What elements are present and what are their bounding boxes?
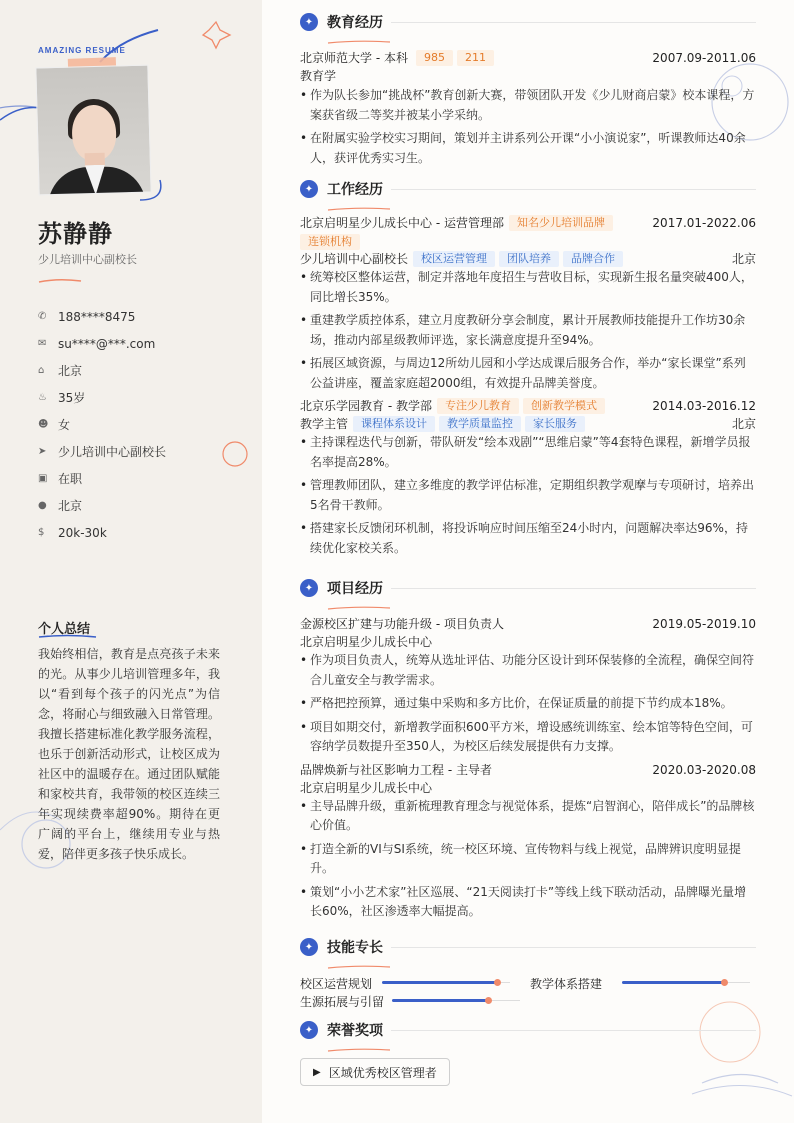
- contact-row: [38, 384, 166, 411]
- job-city: 北京: [731, 417, 756, 431]
- education-title: 教育经历: [327, 15, 383, 31]
- company-tag: 连锁机构: [300, 234, 360, 250]
- job-bullet: • 搭建家长反馈闭环机制，将投诉响应时间压缩至24小时内，问题解决率达96%，持续优化家校关系。: [300, 519, 756, 558]
- person-name: 苏静静: [38, 220, 113, 248]
- job-company: 北京乐学园教育 - 教学部: [300, 399, 432, 413]
- contact-row: [38, 438, 166, 465]
- skills-section: [300, 936, 756, 1010]
- work-section: [300, 178, 756, 562]
- contact-info: [38, 303, 166, 546]
- job-date: 2014.03-2016.12: [652, 399, 756, 413]
- education-bullet: • 在附属实验学校实习期间，策划并主讲系列公开课“小小演说家”，听课教师达40余人，获评优秀实习生。: [300, 129, 756, 168]
- skill-bar: [392, 999, 520, 1003]
- summary-underline: [38, 634, 98, 640]
- education-date: 2007.09-2011.06: [652, 51, 756, 65]
- company-tag: 专注少儿教育: [437, 398, 519, 414]
- skill-item: [300, 974, 530, 992]
- awards-title: 荣誉奖项: [327, 1023, 383, 1039]
- contact-text: 35岁: [58, 391, 86, 405]
- major: 教育学: [300, 69, 337, 83]
- job-bullet: • 管理教师团队，建立多维度的教学评估标准，定期组织教学观摩与专项研讨，培养出5名骨干教师。: [300, 476, 756, 515]
- job-position: 少儿培训中心副校长: [300, 252, 409, 266]
- company-tag: 知名少儿培训品牌: [509, 215, 613, 231]
- skills-title: 技能专长: [327, 940, 383, 956]
- award-name: 区域优秀校区管理者: [328, 1065, 437, 1080]
- brand-text: AMAZING RESUME: [38, 46, 126, 55]
- location-icon: ●: [38, 500, 47, 511]
- position-tag: 家长服务: [525, 416, 585, 432]
- summary-text: 我始终相信，教育是点亮孩子未来的光。从事少儿培训管理多年，我以“看到每个孩子的闪光点”为信念，将耐心与细致融入日常管理。我擅长搭建标准化教学服务流程，也乐于创新活动形式，让校区成为社区中的温暖存在。通过团队赋能和家校共育，我带领的校区连续三年实现续费率超90%。期待在更广阔的平台上，继续用专业与热爱，陪伴更多孩子快乐成长。: [38, 647, 220, 861]
- summary-title: 个人总结: [38, 622, 91, 637]
- person-title: 少儿培训中心副校长: [38, 253, 137, 266]
- section-star-icon: ✦: [300, 579, 318, 597]
- school-name: 北京师范大学 - 本科: [300, 51, 408, 65]
- contact-text: 20k-30k: [58, 525, 107, 540]
- education-bullet: • 作为队长参加“挑战杯”教育创新大赛，带领团队开发《少儿财商启蒙》校本课程，方案获省级二等奖并被某小学采纳。: [300, 86, 756, 125]
- job-bullet: • 重建教学质控体系，建立月度教研分享会制度，累计开展教师技能提升工作坊30余场，推动内部星级教师评选，家长满意度提升至94%。: [300, 311, 756, 350]
- job-entry: [300, 397, 756, 558]
- job-bullet: • 统筹校区整体运营，制定并落地年度招生与营收目标，实现新生报名量突破400人，同比增长35%。: [300, 268, 756, 307]
- contact-text: 女: [58, 418, 71, 432]
- section-star-icon: ✦: [300, 938, 318, 956]
- project-date: 2020.03-2020.08: [652, 762, 756, 777]
- project-bullet: • 策划“小小艺术家”社区巡展、“21天阅读打卡”等线上线下联动活动，品牌曝光量增长60%，社区渗透率大幅提高。: [300, 883, 756, 922]
- project-name: 金源校区扩建与功能升级 - 项目负责人: [300, 617, 504, 631]
- contact-row: [38, 519, 166, 546]
- project-org: 北京启明星少儿成长中心: [300, 635, 433, 649]
- section-star-icon: ✦: [300, 13, 318, 31]
- phone-icon: ✆: [38, 311, 47, 322]
- gender-icon: ☻: [38, 419, 49, 430]
- job-bullet: • 主持课程迭代与创新，带队研发“绘本戏剧”“思维启蒙”等4套特色课程，新增学员报名率提高28%。: [300, 433, 756, 472]
- skill-item: [300, 992, 530, 1010]
- email-icon: ✉: [38, 338, 47, 349]
- awards-section: [300, 1019, 756, 1086]
- skill-bar: [622, 981, 750, 985]
- position-tag: 教学质量监控: [439, 416, 521, 432]
- section-star-icon: ✦: [300, 1021, 318, 1039]
- main-content: [262, 0, 794, 1123]
- skill-name: 校区运营规划: [300, 976, 373, 991]
- briefcase-icon: ▣: [38, 473, 48, 484]
- contact-text: 北京: [58, 499, 83, 513]
- section-star-icon: ✦: [300, 180, 318, 198]
- job-bullet: • 拓展区域资源，与周边12所幼儿园和小学达成课后服务合作，举办“家长课堂”系列公益讲座，覆盖家庭超2000组，有效提升品牌美誉度。: [300, 354, 756, 393]
- projects-section: [300, 577, 756, 926]
- contact-text: 在职: [58, 472, 83, 486]
- work-title: 工作经历: [327, 182, 383, 198]
- education-section: [300, 11, 756, 172]
- name-underline: [38, 278, 82, 284]
- project-entry: [300, 615, 756, 757]
- home-icon: ⌂: [38, 365, 45, 376]
- salary-icon: $: [38, 527, 45, 538]
- position-tag: 课程体系设计: [353, 416, 435, 432]
- send-icon: ➤: [38, 446, 47, 457]
- job-city: 北京: [731, 252, 756, 266]
- position-tag: 校区运营管理: [413, 251, 495, 267]
- project-bullet: • 作为项目负责人，统筹从选址评估、功能分区设计到环保装修的全流程，确保空间符合儿童安全与教学需求。: [300, 651, 756, 690]
- cake-icon: ♨: [38, 392, 47, 403]
- projects-title: 项目经历: [327, 581, 383, 597]
- project-bullet: • 打造全新的VI与SI系统，统一校区环境、宣传物料与线上视觉，品牌辨识度明显提升。: [300, 840, 756, 879]
- play-icon: ▶: [313, 1066, 321, 1078]
- project-name: 品牌焕新与社区影响力工程 - 主导者: [300, 762, 492, 777]
- job-company: 北京启明星少儿成长中心 - 运营管理部: [300, 216, 504, 230]
- job-entry: [300, 214, 756, 393]
- contact-row: [38, 465, 166, 492]
- sidebar: [0, 0, 262, 1123]
- contact-row: [38, 330, 166, 357]
- contact-row: [38, 303, 166, 330]
- skill-bar: [382, 981, 510, 985]
- school-tag: 211: [457, 50, 494, 66]
- company-tag: 创新教学模式: [523, 398, 605, 414]
- project-date: 2019.05-2019.10: [652, 617, 756, 631]
- school-tag: 985: [416, 50, 453, 66]
- award-badge: [300, 1058, 450, 1086]
- contact-text: 少儿培训中心副校长: [58, 445, 167, 459]
- skill-item: [530, 974, 756, 992]
- project-bullet: • 严格把控预算，通过集中采购和多方比价，在保证质量的前提下节约成本18%。: [300, 694, 756, 714]
- contact-row: [38, 357, 166, 384]
- project-bullet: • 主导品牌升级，重新梳理教育理念与视觉体系，提炼“启智润心，陪伴成长”的品牌核心价值。: [300, 797, 756, 836]
- contact-row: [38, 411, 166, 438]
- contact-text: 北京: [58, 364, 83, 378]
- contact-text: su****@***.com: [58, 336, 156, 351]
- project-bullet: • 项目如期交付，新增教学面积600平方米，增设感统训练室、绘本馆等特色空间，可容纳学员数提升至350人，为校区后续发展提供有力支撑。: [300, 718, 756, 757]
- project-entry: [300, 761, 756, 922]
- position-tag: 团队培养: [499, 251, 559, 267]
- profile-photo: [35, 65, 151, 196]
- skill-name: 生源拓展与引留: [300, 994, 385, 1009]
- job-date: 2017.01-2022.06: [652, 216, 756, 230]
- job-position: 教学主管: [300, 417, 349, 431]
- project-org: 北京启明星少儿成长中心: [300, 780, 433, 795]
- position-tag: 品牌合作: [563, 251, 623, 267]
- contact-text: 188****8475: [58, 309, 136, 324]
- skill-name: 教学体系搭建: [530, 976, 603, 991]
- contact-row: [38, 492, 166, 519]
